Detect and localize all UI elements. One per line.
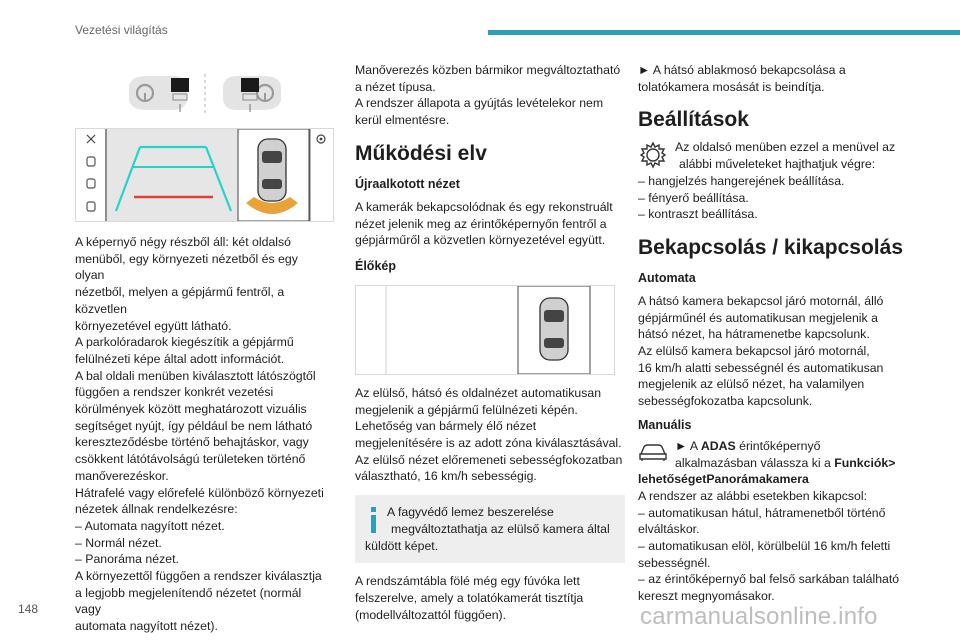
auto-paragraph: A hátsó kamera bekapcsol járó motornál, álló gépjárműnél és automatikusan megjelenik a hátsó nézet, ha hátramenetbe kapcsolunk. Az elülső kamera bekapcsol járó motornál, 16 km/h alatti sebességnél és automatikusan megjelenik az elülső nézet, ha valamilyen sebességfokozatba kapcsolunk.	[638, 293, 884, 409]
settings-row: Az oldalsó menüben ezzel a menüvel az alábbi műveleteket hajthatjuk végre:	[638, 139, 908, 172]
column-3	[638, 62, 908, 605]
washer-paragraph: ► A hátsó ablakmosó bekapcsolása a tolatókamera mosását is beindítja.	[638, 63, 846, 94]
screen-description: A képernyő négy részből áll: két oldalsó menüből, egy környezeti nézetből és egy olyan nézetből, melyen a gépjármű fentről, a közvetlen környezetével együtt látható. A parkolóradarok kiegészítik a gépjármű felülnézeti képe által adott információt. A bal oldali menüben kiválasztott látószögtől függően a rendszer konkrét vezetési körülmények között meghatározott vizuális segítséget nyújt, így például be nem látható kereszteződésbe történő behajtáskor, vagy csökkent látótávolságú területeken történő manőverezéskor. Hátrafelé vagy előrefelé különböző környezeti nézetek állnak rendelkezésre: – Automata nagyított nézet. – Normál nézet. – Panoráma nézet. A környezettől függően a rendszer kiválasztja a legjobb megjelenítendő nézetet (normál vagy automata nagyított nézet).	[75, 235, 324, 634]
subheading-ujraalkotott: Újraalkotott nézet	[355, 176, 460, 191]
heading-beallitasok: Beállítások	[638, 108, 749, 132]
column-2	[355, 62, 625, 623]
column-1	[75, 56, 330, 635]
live-view-illustration	[355, 285, 615, 375]
subheading-elokep: Élőkép	[355, 258, 396, 273]
manual-paragraph: lehetőségetPanorámakamera A rendszer az alábbi esetekben kikapcsol: – automatikusan hátul, hátramenetből történő elváltáskor. – automatikusan elöl, körülbelül 16 km/h feletti sebességnél. – az érintőképernyő bal felső sarkában található kereszt megnyomásakor.	[638, 472, 900, 604]
info-icon	[365, 507, 389, 533]
gear-icon	[638, 140, 668, 170]
live-paragraph: Az elülső, hátsó és oldalnézet automatikusan megjelenik a gépjármű felülnézeti képén. Lehetőség van bármely élő nézet megjelenítésére is az adott zóna kiválasztásával. Az elülső nézet előremeneti sebességfokozatban választható, 16 km/h sebességig.	[355, 385, 623, 484]
info-note: A fagyvédő lemez beszerelése megváltoztathatja az elülső kamera által küldött képet.	[355, 495, 625, 563]
manual-row: ► A ADAS érintőképernyő alkalmazásban válassza ki a Funkciók>	[638, 438, 908, 471]
car-icon	[638, 439, 668, 463]
header-accent-bar	[488, 30, 960, 35]
page-number: 148	[18, 602, 39, 616]
intro-paragraph: Manőverezés közben bármikor megváltoztatható a nézet típusa. A rendszer állapota a gyújtás levételekor nem kerül elmentésre.	[355, 63, 621, 128]
nozzle-paragraph: A rendszámtábla fölé még egy fúvóka lett felszerelve, amely a tolatókamerát tisztítja (modellváltozattól függően).	[355, 574, 584, 622]
subheading-manualis: Manuális	[638, 417, 692, 432]
watermark: carmanualsonline.info	[640, 603, 878, 630]
camera-views-icon	[125, 72, 285, 118]
reconstructed-paragraph: A kamerák bekapcsolódnak és egy rekonstruált nézet jelenik meg az érintőképernyőn fentről a gépjárműről a közvetlen környezetével együtt.	[355, 199, 613, 248]
settings-list: – hangjelzés hangerejének beállítása. – fényerő beállítása. – kontraszt beállítása.	[638, 173, 845, 222]
running-header: Vezetési világítás	[75, 23, 168, 37]
heading-mukodesi-elv: Működési elv	[355, 141, 487, 165]
touchscreen-illustration	[75, 128, 334, 222]
heading-bekapcsolas: Bekapcsolás / kikapcsolás	[638, 235, 903, 259]
subheading-automata: Automata	[638, 270, 696, 285]
